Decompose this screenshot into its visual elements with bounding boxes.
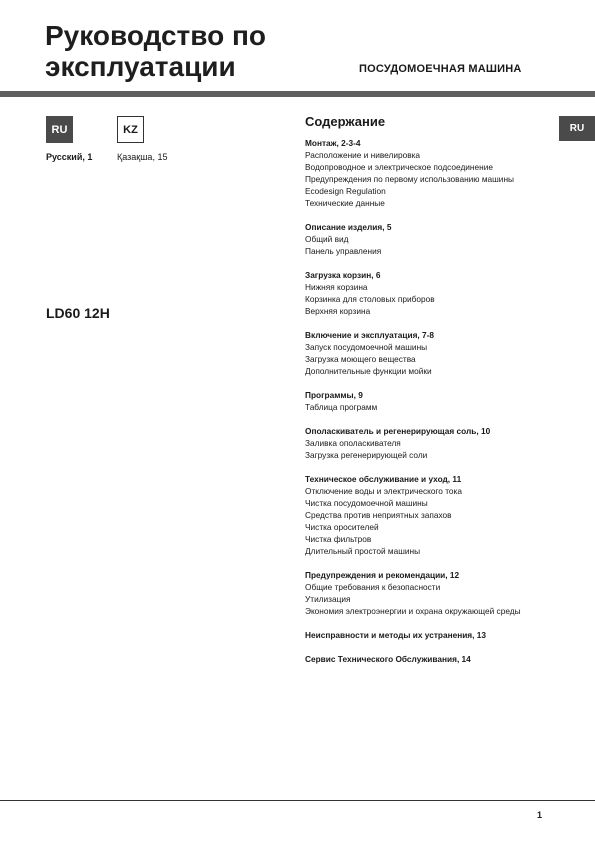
toc-section-title[interactable]: Монтаж, 2-3-4 — [305, 138, 361, 148]
language-badge-kz[interactable]: KZ — [117, 116, 144, 143]
toc-item[interactable]: Ecodesign Regulation — [305, 186, 386, 196]
table-of-contents — [305, 114, 550, 677]
toc-section-title[interactable]: Предупреждения и рекомендации, 12 — [305, 570, 460, 580]
toc-item[interactable]: Таблица программ — [305, 402, 378, 412]
language-label-ru[interactable]: Русский, 1 — [46, 152, 93, 162]
toc-section-title[interactable]: Сервис Технического Обслуживания, 14 — [305, 654, 471, 664]
toc-section — [305, 473, 550, 557]
toc-section-title[interactable]: Неисправности и методы их устранения, 13 — [305, 630, 486, 640]
toc-section-title[interactable]: Программы, 9 — [305, 390, 363, 400]
toc-item[interactable]: Чистка фильтров — [305, 534, 372, 544]
side-language-tab: RU — [559, 116, 595, 141]
toc-sections — [305, 137, 550, 665]
toc-item[interactable]: Чистка посудомоечной машины — [305, 498, 428, 508]
toc-item[interactable]: Запуск посудомоечной машины — [305, 342, 428, 352]
toc-item[interactable]: Нижняя корзина — [305, 282, 368, 292]
toc-item[interactable]: Общие требования к безопасности — [305, 582, 441, 592]
toc-section-title[interactable]: Ополаскиватель и регенерирующая соль, 10 — [305, 426, 491, 436]
page-title — [45, 20, 266, 82]
toc-item[interactable]: Экономия электроэнергии и охрана окружающей среды — [305, 606, 521, 616]
toc-section — [305, 569, 550, 617]
toc-item[interactable]: Расположение и нивелировка — [305, 150, 421, 160]
toc-section — [305, 389, 550, 413]
toc-section — [305, 221, 550, 257]
toc-item[interactable]: Средства против неприятных запахов — [305, 510, 452, 520]
toc-section — [305, 269, 550, 317]
footer-divider — [0, 800, 595, 801]
toc-item[interactable]: Загрузка моющего вещества — [305, 354, 416, 364]
toc-item[interactable]: Водопроводное и электрическое подсоединение — [305, 162, 493, 172]
toc-item[interactable]: Предупреждения по первому использованию машины — [305, 174, 514, 184]
language-badge-ru[interactable]: RU — [46, 116, 73, 143]
model-number: LD60 12H — [46, 305, 110, 321]
toc-section-title[interactable]: Описание изделия, 5 — [305, 222, 392, 232]
toc-section — [305, 629, 550, 641]
toc-item[interactable]: Общий вид — [305, 234, 349, 244]
toc-item[interactable]: Панель управления — [305, 246, 382, 256]
toc-section — [305, 653, 550, 665]
page-number: 1 — [537, 810, 543, 820]
toc-item[interactable]: Утилизация — [305, 594, 351, 604]
language-label-kz[interactable]: Қазақша, 15 — [117, 152, 168, 162]
toc-heading: Содержание — [305, 114, 386, 129]
toc-item[interactable]: Загрузка регенерирующей соли — [305, 450, 428, 460]
toc-section — [305, 137, 550, 209]
toc-item[interactable]: Корзинка для столовых приборов — [305, 294, 435, 304]
toc-section-title[interactable]: Включение и эксплуатация, 7-8 — [305, 330, 435, 340]
toc-section — [305, 425, 550, 461]
header-divider — [0, 91, 595, 97]
toc-item[interactable]: Чистка оросителей — [305, 522, 379, 532]
title-line-1: Руководство по — [45, 20, 267, 51]
title-line-2: эксплуатации — [45, 51, 236, 82]
toc-section — [305, 329, 550, 377]
product-type: ПОСУДОМОЕЧНАЯ МАШИНА — [359, 63, 522, 75]
toc-item[interactable]: Верхняя корзина — [305, 306, 371, 316]
toc-item[interactable]: Отключение воды и электрического тока — [305, 486, 462, 496]
toc-item[interactable]: Дополнительные функции мойки — [305, 366, 432, 376]
toc-item[interactable]: Заливка ополаскивателя — [305, 438, 401, 448]
toc-item[interactable]: Технические данные — [305, 198, 385, 208]
toc-section-title[interactable]: Техническое обслуживание и уход, 11 — [305, 474, 462, 484]
toc-item[interactable]: Длительный простой машины — [305, 546, 421, 556]
toc-section-title[interactable]: Загрузка корзин, 6 — [305, 270, 381, 280]
